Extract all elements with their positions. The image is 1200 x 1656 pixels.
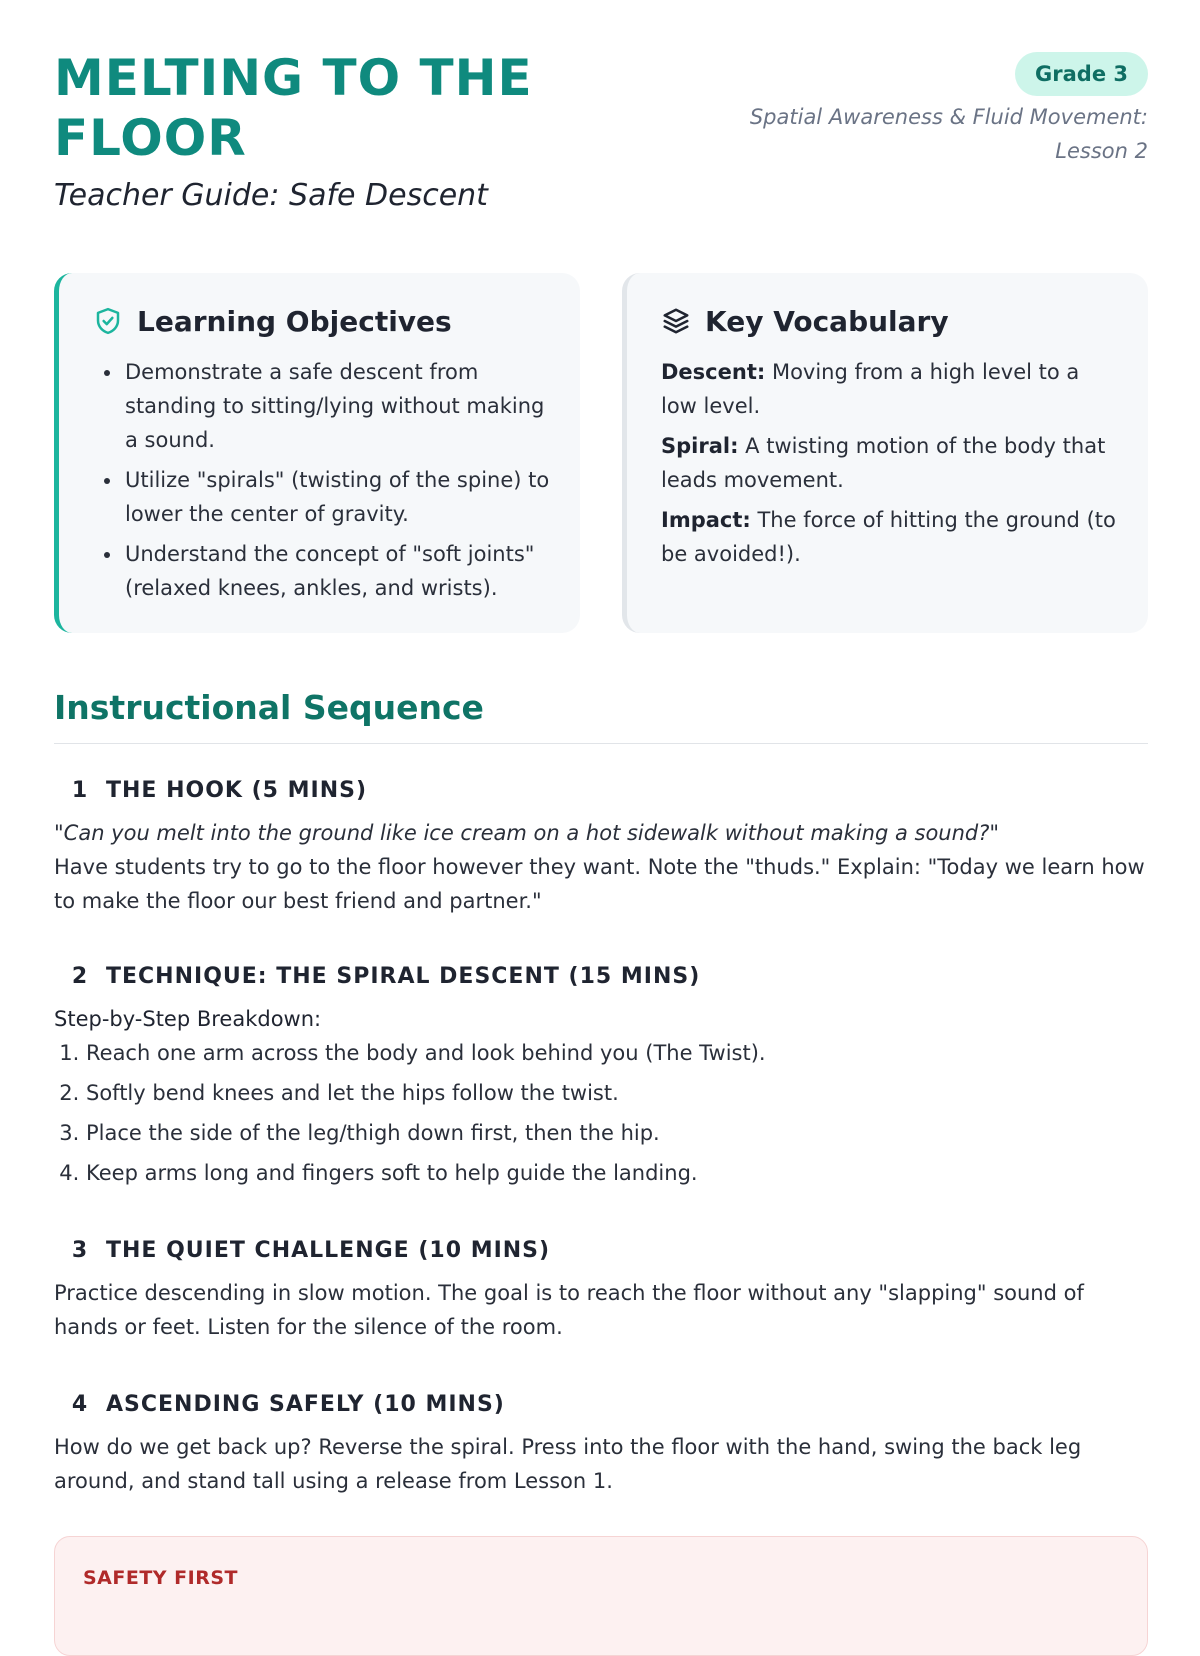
shield-check-icon [93, 306, 123, 336]
step-number: 1 [71, 777, 89, 803]
vocab-definition: Moving from a high level to a low level. [661, 360, 1080, 418]
step-number: 3 [71, 1237, 89, 1263]
layers-icon [661, 306, 691, 336]
step-2 [54, 958, 1148, 1196]
step-title: ASCENDING SAFELY (10 MINS) [106, 1391, 505, 1417]
objectives-card [54, 273, 580, 633]
step-header [54, 772, 1148, 808]
lesson-page [54, 0, 1148, 1589]
vocab-item [661, 429, 1118, 497]
step-header [54, 1386, 1148, 1422]
objectives-title: Learning Objectives [137, 304, 452, 338]
vocab-definition: A twisting motion of the body that leads movement. [661, 434, 1106, 492]
step-title: THE HOOK (5 MINS) [106, 777, 368, 803]
vocabulary-title: Key Vocabulary [705, 304, 949, 338]
step-text: Have students try to go to the floor however they want. Note the "thuds." Explain: "Today we learn how to make the floor our best friend and partner." [54, 855, 1145, 913]
section-title: Instructional Sequence [54, 688, 484, 727]
step-text: Practice descending in slow motion. The goal is to reach the floor without any "slapping" sound of hands or feet. Listen for the silence of the room. [54, 1281, 1084, 1339]
info-cards [54, 273, 1148, 633]
page-subtitle: Teacher Guide: Safe Descent [54, 178, 488, 213]
objective-item: • Utilize "spirals" (twisting of the spine) to lower the center of gravity. [123, 463, 550, 531]
step-number: 4 [71, 1391, 89, 1417]
breakdown-item: 4. Keep arms long and fingers soft to help guide the landing. [86, 1156, 1148, 1190]
hook-quote: "Can you melt into the ground like ice cream on a hot sidewalk without making a sound?" [54, 821, 1000, 845]
step-text: How do we get back up? Reverse the spiral. Press into the floor with the hand, swing the back leg around, and stand tall using a release from Lesson 1. [54, 1435, 1082, 1493]
breakdown-label: Step-by-Step Breakdown: [54, 1007, 322, 1031]
breakdown-item: 1. Reach one arm across the body and look behind you (The Twist). [86, 1036, 1148, 1070]
step-4 [54, 1386, 1148, 1498]
vocab-term: Spiral: [661, 434, 739, 458]
breakdown-item: 2. Softly bend knees and let the hips follow the twist. [86, 1076, 1148, 1110]
objective-item: • Understand the concept of "soft joints" (relaxed knees, ankles, and wrists). [123, 537, 550, 605]
safety-title: SAFETY FIRST [83, 1567, 239, 1589]
lesson-header [54, 0, 1148, 230]
section-divider [54, 743, 1148, 744]
step-header [54, 1232, 1148, 1268]
objectives-header [93, 301, 550, 341]
breakdown-list [54, 1036, 1148, 1190]
objective-item: • Demonstrate a safe descent from standing to sitting/lying without making a sound. [123, 355, 550, 457]
step-title: THE QUIET CHALLENGE (10 MINS) [106, 1237, 551, 1263]
breakdown-item: 3. Place the side of the leg/thigh down first, then the hip. [86, 1116, 1148, 1150]
vocab-definition: The force of hitting the ground (to be avoided!). [661, 508, 1116, 566]
step-3 [54, 1232, 1148, 1344]
step-number: 2 [71, 963, 89, 989]
vocabulary-card [622, 273, 1148, 633]
grade-badge: Grade 3 [1015, 52, 1148, 96]
step-title: TECHNIQUE: THE SPIRAL DESCENT (15 MINS) [106, 963, 701, 989]
vocab-term: Impact: [661, 508, 751, 532]
vocab-term: Descent: [661, 360, 766, 384]
vocab-item [661, 355, 1118, 423]
step-1 [54, 772, 1148, 918]
page-title: MELTING TO THE FLOOR [54, 49, 533, 167]
vocab-item [661, 503, 1118, 571]
safety-callout [54, 1536, 1148, 1656]
step-header [54, 958, 1148, 994]
objectives-list [93, 355, 550, 605]
vocabulary-header [661, 301, 1118, 341]
series-label: Spatial Awareness & Fluid Movement: Lesson 2 [749, 105, 1148, 163]
